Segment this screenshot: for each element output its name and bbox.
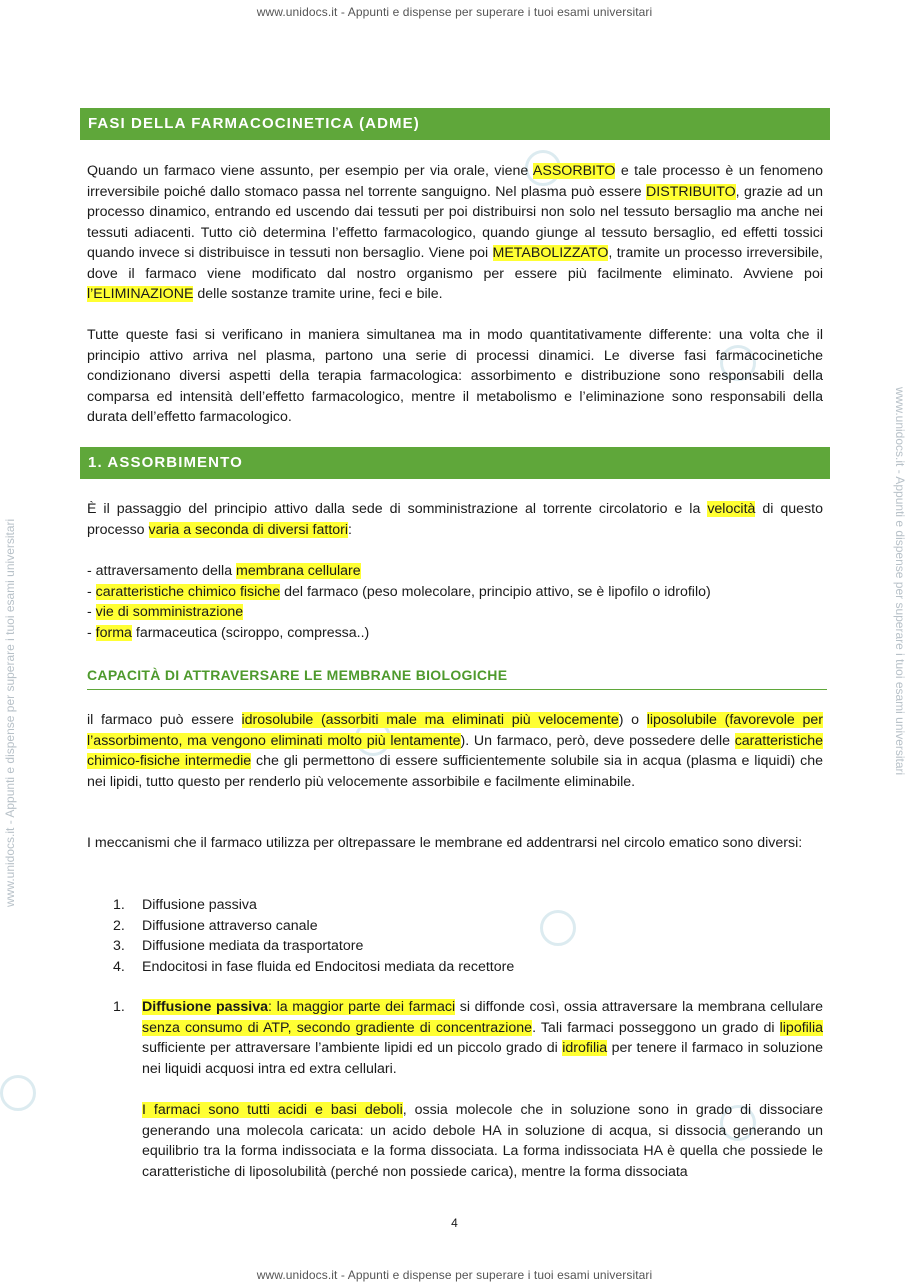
list-item: 2. Diffusione attraverso canale	[113, 917, 318, 934]
watermark-header: www.unidocs.it - Appunti e dispense per superare i tuoi esami universitari	[256, 5, 653, 19]
section-heading-adme: FASI DELLA FARMACOCINETICA (ADME)	[80, 108, 830, 140]
list-item: 4. Endocitosi in fase fluida ed Endocitosi mediata da recettore	[113, 958, 515, 975]
list-item: - vie di somministrazione	[87, 604, 244, 620]
subheading-membrane: CAPACITÀ DI ATTRAVERSARE LE MEMBRANE BIOLOGICHE	[87, 667, 827, 690]
paragraph-acidi-basi: I farmaci sono tutti acidi e basi deboli, ossia molecole che in soluzione sono in grado di dissociare generando una molecola caricata: un acido debole HA in soluzione di acqua, si dissocia generando un equilibrio tra la forma indissociata e la forma dissociata. La forma indissociata HA è quella che possiede le caratteristiche di liposolubilità (perché non possiede carica), mentre la forma dissociata	[142, 1102, 823, 1180]
paragraph-mechanisms-intro: I meccanismi che il farmaco utilizza per oltrepassare le membrane ed addentrarsi nel circolo ematico sono diversi:	[87, 835, 803, 851]
factor-list	[87, 561, 827, 643]
watermark-footer: www.unidocs.it - Appunti e dispense per superare i tuoi esami universitari	[256, 1268, 653, 1282]
section-heading-assorbimento: 1. ASSORBIMENTO	[80, 447, 830, 479]
mechanism-list	[113, 895, 813, 977]
list-item: - forma farmaceutica (sciroppo, compressa..)	[87, 624, 370, 641]
page-number: 4	[451, 1216, 458, 1230]
list-item: - caratteristiche chimico fisiche del farmaco (peso molecolare, principio attivo, se è lipofilo o idrofilo)	[87, 583, 711, 600]
list-item: 1. Diffusione passiva	[113, 897, 257, 913]
watermark-logo-icon	[0, 1075, 36, 1111]
watermark-side-left: www.unidocs.it - Appunti e dispense per superare i tuoi esami universitari	[3, 518, 17, 907]
paragraph-assorbimento-def: È il passaggio del principio attivo dalla sede di somministrazione al torrente circolatorio e la velocità di questo processo varia a seconda di diversi fattori:	[87, 501, 824, 538]
paragraph-adme-phases: Tutte queste fasi si verificano in maniera simultanea ma in modo quantitativamente differente: una volta che il principio attivo arriva nel plasma, partono una serie di processi dinamici. Le diverse fasi farmacocinetiche condizionano diversi aspetti della terapia farmacologica: assorbimento e distribuzione sono responsabili della comparsa ed intensità dell’effetto farmacologico, mentre il metabolismo e l’eliminazione sono responsabili della durata dell’effetto farmacologico.	[87, 327, 823, 425]
paragraph-adme-intro: Quando un farmaco viene assunto, per esempio per via orale, viene ASSORBITO e tale processo è un fenomeno irreversibile poiché dallo stomaco passa nel torrente sanguigno. Nel plasma può essere DISTRIBUITO, grazie ad un processo dinamico, entrando ed uscendo dai tessuti per poi distribuirsi non solo nel tessuto bersaglio ma anche nei tessuti adiacenti. Tutto ciò determina l’effetto farmacologico, quando giunge al tessuto bersaglio, ed effetti tossici quando invece si distribuisce in tessuti non bersaglio. Viene poi METABOLIZZATO, tramite un processo irreversibile, dove il farmaco viene modificato dal nostro organismo per essere più facilmente eliminato. Avviene poi l’ELIMINAZIONE delle sostanze tramite urine, feci e bile.	[87, 163, 823, 302]
watermark-side-right: www.unidocs.it - Appunti e dispense per superare i tuoi esami universitari	[893, 387, 907, 776]
paragraph-solubility: il farmaco può essere idrosolubile (assorbiti male ma eliminati più velocemente) o liposolubile (favorevole per l’assorbimento, ma vengono eliminati molto più lentamente). Un farmaco, però, deve possedere delle caratteristiche chimico-fisiche intermedie che gli permettono di essere sufficientemente solubile sia in acqua (plasma e liquidi) che nei lipidi, tutto questo per renderlo più velocemente assorbibile e facilmente eliminabile.	[87, 712, 823, 790]
list-item: - attraversamento della membrana cellulare	[87, 563, 361, 579]
list-item: 3. Diffusione mediata da trasportatore	[113, 938, 364, 954]
paragraph-diffusione-passiva: 1. Diffusione passiva: la maggior parte dei farmaci si diffonde così, ossia attraversare la membrana cellulare senza consumo di ATP, secondo gradiente di concentrazione. Tali farmaci posseggono un grado di lipofilia sufficiente per attraversare l’ambiente lipidi ed un piccolo grado di idrofilia per tenere il farmaco in soluzione nei liquidi acquosi intra ed extra cellulari.	[113, 999, 823, 1077]
